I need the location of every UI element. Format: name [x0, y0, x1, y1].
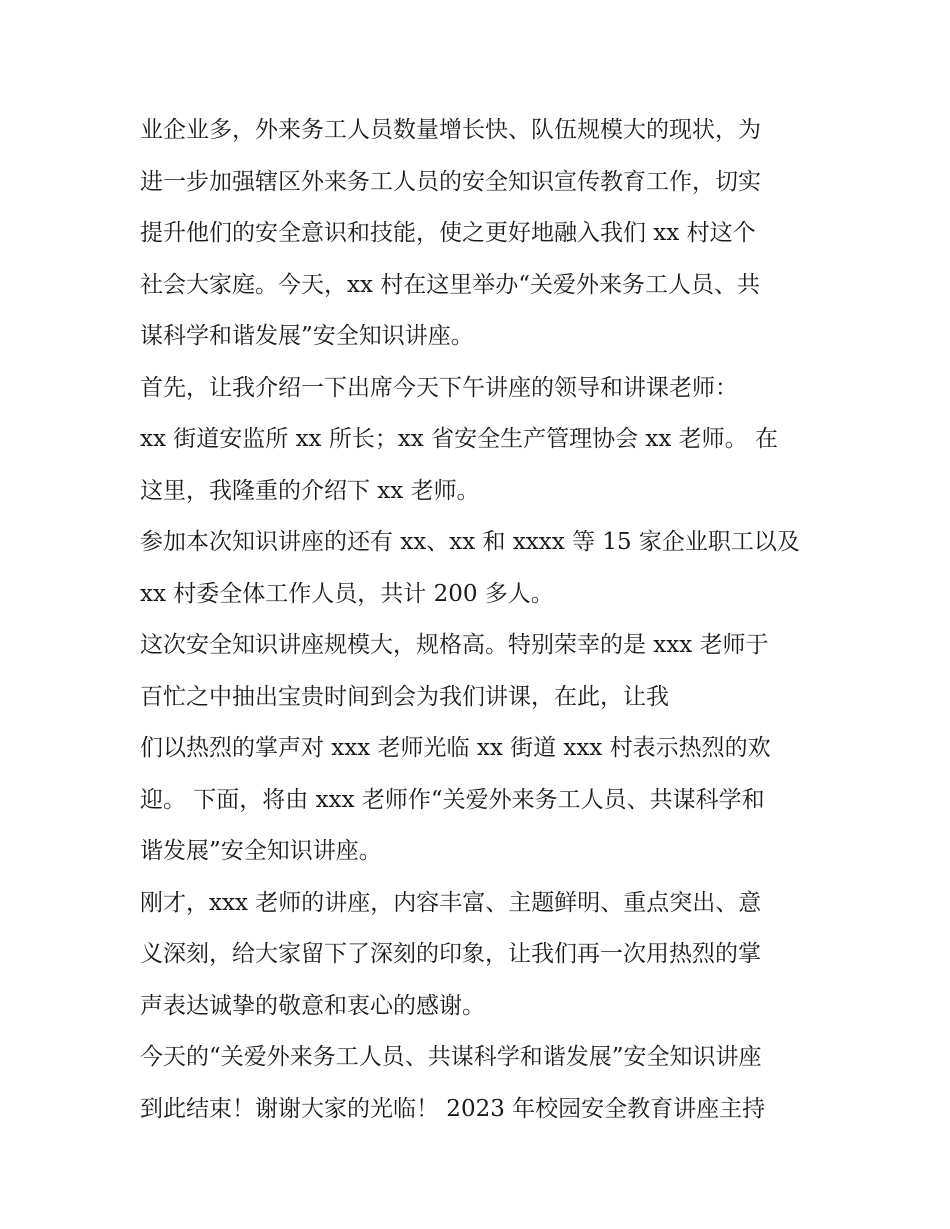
- text-line: 谐发展”安全知识讲座。: [140, 838, 382, 864]
- text-line: 这里，我隆重的介绍下 xx 老师。: [140, 477, 480, 504]
- text-line: 社会大家庭。今天，xx 村在这里举办“关爱外来务工人员、共: [140, 271, 761, 298]
- text-line: 参加本次知识讲座的还有 xx、xx 和 xxxx 等 15 家企业职工以及: [140, 529, 800, 555]
- text-line: 谋科学和谐发展”安全知识讲座。: [140, 323, 474, 349]
- text-line: 百忙之中抽出宝贵时间到会为我们讲课，在此，让我: [140, 683, 669, 710]
- document-body: [140, 105, 820, 1135]
- text-line: 迎。 下面，将由 xxx 老师作“关爱外来务工人员、共谋科学和: [140, 786, 765, 813]
- text-line: xx 街道安监所 xx 所长；xx 省安全生产管理协会 xx 老师。 在: [140, 426, 778, 452]
- text-line: xx 村委全体工作人员，共计 200 多人。: [140, 580, 554, 607]
- text-line: 声表达诚挚的敬意和衷心的感谢。: [140, 992, 485, 1019]
- text-line: 到此结束！谢谢大家的光临！ 2023 年校园安全教育讲座主持: [140, 1095, 766, 1122]
- text-line: 提升他们的安全意识和技能，使之更好地融入我们 xx 村这个: [140, 220, 756, 246]
- text-line: 们以热烈的掌声对 xxx 老师光临 xx 街道 xxx 村表示热烈的欢: [140, 735, 771, 761]
- text-line: 这次安全知识讲座规模大，规格高。特别荣幸的是 xxx 老师于: [140, 632, 769, 658]
- text-line: 进一步加强辖区外来务工人员的安全知识宣传教育工作，切实: [140, 168, 761, 195]
- text-line: 业企业多，外来务工人员数量增长快、队伍规模大的现状，为: [140, 117, 761, 143]
- text-line: 刚才，xxx 老师的讲座，内容丰富、主题鲜明、重点突出、意: [140, 889, 762, 916]
- text-line: 义深刻，给大家留下了深刻的印象，让我们再一次用热烈的掌: [140, 941, 761, 967]
- text-line: 今天的“关爱外来务工人员、共谋科学和谐发展”安全知识讲座: [140, 1044, 762, 1070]
- text-line: 首先，让我介绍一下出席今天下午讲座的领导和讲课老师：: [140, 374, 738, 401]
